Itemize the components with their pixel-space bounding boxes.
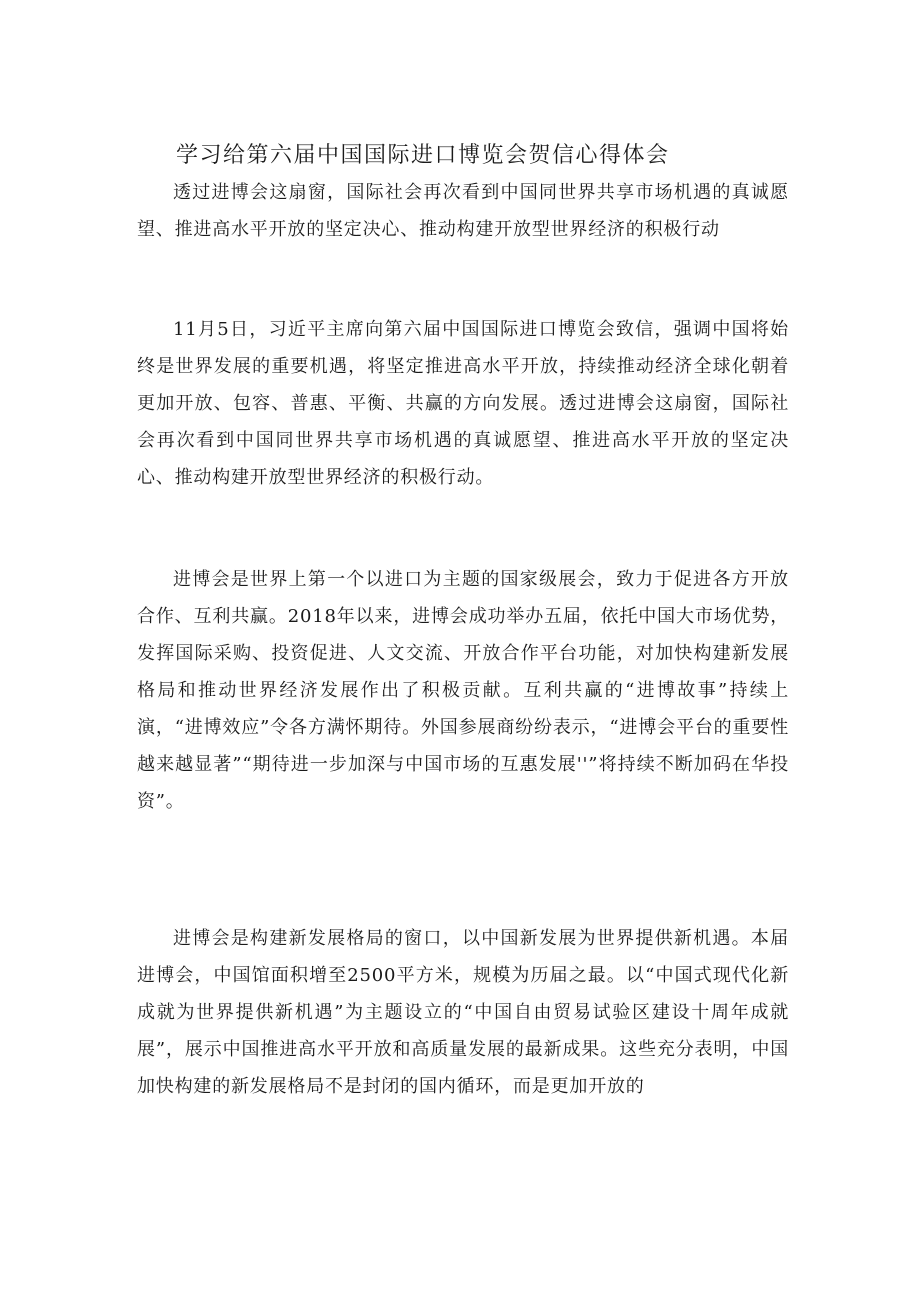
paragraph-new-pattern: 进博会是构建新发展格局的窗口，以中国新发展为世界提供新机遇。本届进博会，中国馆面积增至2500平方米，规模为历届之最。以“中国式现代化新成就为世界提供新机遇”为主题设立的“中国自由贸易试验区建设十周年成就展”，展示中国推进高水平开放和高质量发展的最新成果。这些充分表明，中国加快构建的新发展格局不是封闭的国内循环，而是更加开放的 [137,928,789,1097]
paragraph-letter: 11月5日，习近平主席向第六届中国国际进口博览会致信，强调中国将始终是世界发展的重要机遇，将坚定推进高水平开放，持续推动经济全球化朝着更加开放、包容、普惠、平衡、共赢的方向发展。透过进博会这扇窗，国际社会再次看到中国同世界共享市场机遇的真诚愿望、推进高水平开放的坚定决心、推动构建开放型世界经济的积极行动。 [137,319,789,488]
document-title: 学习给第六届中国国际进口博览会贺信心得体会 [176,143,670,168]
paragraph-summary: 透过进博会这扇窗，国际社会再次看到中国同世界共享市场机遇的真诚愿望、推进高水平开放的坚定决心、推动构建开放型世界经济的积极行动 [137,182,789,240]
paragraph-expo-role: 进博会是世界上第一个以进口为主题的国家级展会，致力于促进各方开放合作、互利共赢。2018年以来，进博会成功举办五届，依托中国大市场优势，发挥国际采购、投资促进、人文交流、开放合作平台功能，对加快构建新发展格局和推动世界经济发展作出了积极贡献。互利共赢的“进博故事”持续上演，“进博效应”令各方满怀期待。外国参展商纷纷表示，“进博会平台的重要性越来越显著”“期待进一步加深与中国市场的互惠发展''”将持续不断加码在华投资”。 [137,569,789,812]
